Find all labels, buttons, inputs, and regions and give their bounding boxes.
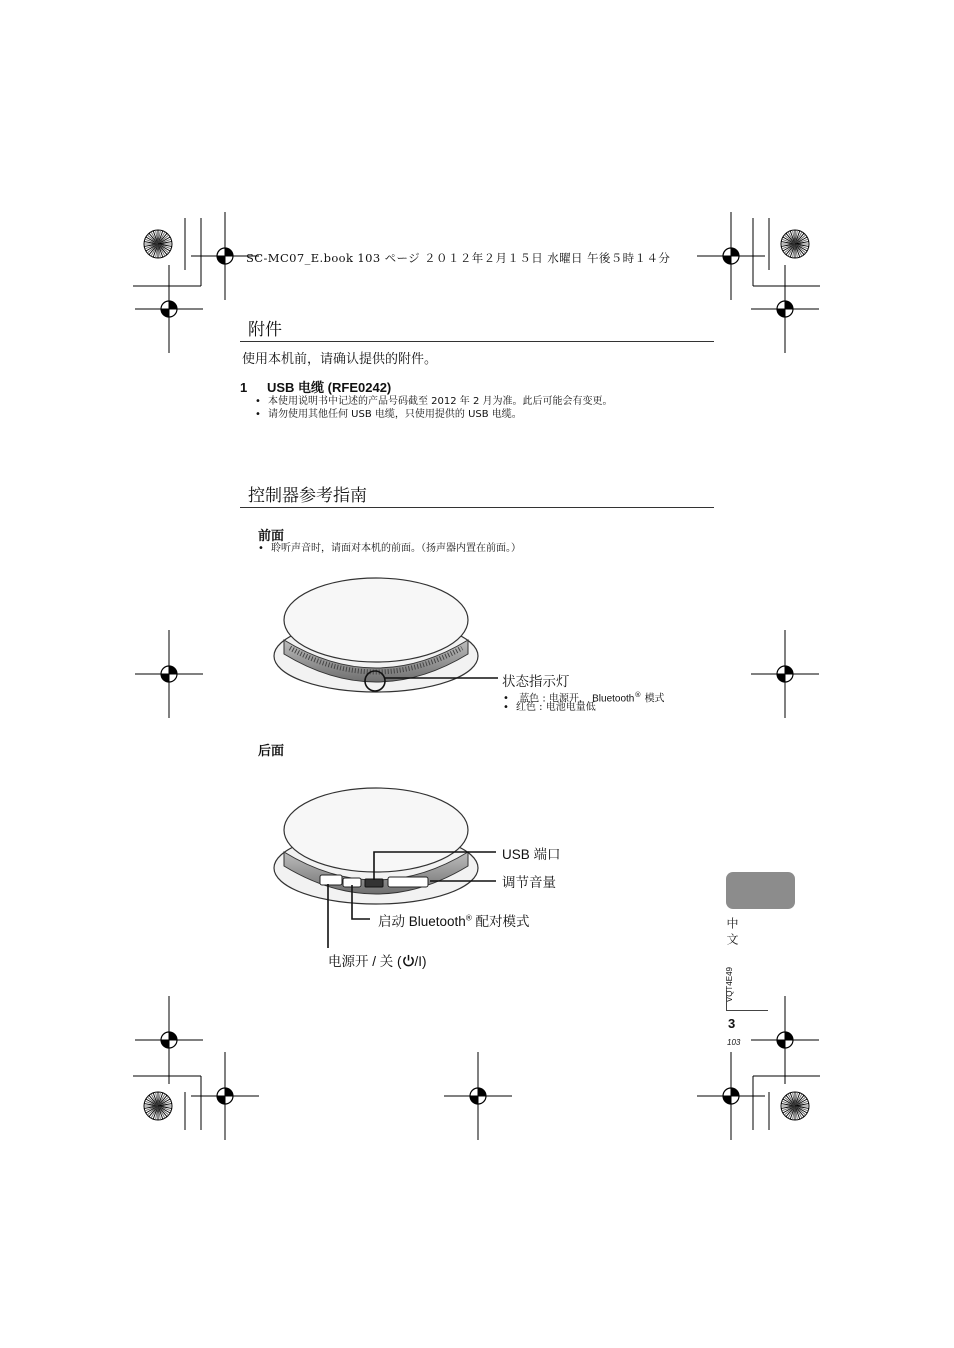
- page-divider: [726, 1010, 768, 1011]
- power-label: [328, 950, 427, 970]
- pairing-label: [378, 910, 529, 930]
- crosshair-mark-8: [191, 1052, 259, 1140]
- status-red: • 红色 : 电池电量低: [503, 702, 596, 714]
- registered-mark: ®: [465, 913, 472, 923]
- crosshair-mark-6: [135, 996, 203, 1084]
- crosshair-mark-2: [135, 265, 203, 353]
- document-code: VQT4E49: [725, 967, 734, 1003]
- item-title: USB 电缆 (RFE0242): [267, 380, 392, 395]
- pairing-brand: Bluetooth: [408, 914, 466, 929]
- pairing-prefix: 启动: [378, 914, 409, 929]
- crosshair-mark-4: [135, 630, 203, 718]
- speaker-rear-illustration: [270, 780, 510, 970]
- status-blue-prefix: 蓝色 : 电源开，: [519, 693, 589, 705]
- rear-heading: 后面: [258, 744, 285, 759]
- power-prefix: 电源开 / 关 (: [328, 954, 402, 969]
- controls-title: 控制器参考指南: [248, 486, 367, 506]
- front-heading: 前面: [258, 529, 285, 544]
- accessory-note-1: • 本使用说明书中记述的产品号码截至 2012 年 2 月为准。此后可能会有变更。: [255, 395, 613, 408]
- pairing-suffix: 配对模式: [475, 914, 530, 929]
- accessory-item: [240, 377, 391, 396]
- page-divider-vertical: [726, 990, 727, 1010]
- starburst-mark-3: [781, 1092, 809, 1120]
- crosshair-mark-5: [751, 630, 819, 718]
- front-note: • 聆听声音时，请面对本机的前面。（扬声器内置在前面。）: [258, 542, 521, 555]
- print-header: SC-MC07_E.book 103 ページ ２０１２年２月１５日 水曜日 午後５時１４分: [246, 251, 671, 265]
- starburst-mark-0: [144, 230, 172, 258]
- starburst-mark-2: [144, 1092, 172, 1120]
- starburst-mark-1: [781, 230, 809, 258]
- usb-port-label: USB 端口: [502, 847, 561, 862]
- speaker-front-illustration: [270, 570, 510, 700]
- accessories-intro: 使用本机前，请确认提供的附件。: [242, 352, 438, 367]
- crosshair-mark-9: [444, 1052, 512, 1140]
- status-indicator-label: 状态指示灯: [502, 674, 570, 689]
- accessory-note-2: • 请勿使用其他任何 USB 电缆，只使用提供的 USB 电缆。: [255, 408, 522, 421]
- volume-label: 调节音量: [502, 875, 556, 890]
- book-page-number: 103: [727, 1038, 741, 1047]
- accessories-title: 附件: [248, 320, 282, 340]
- crosshair-mark-10: [697, 1052, 765, 1140]
- crosshair-mark-1: [697, 212, 765, 300]
- status-blue-brand: Bluetooth: [592, 693, 635, 705]
- power-icon: [402, 954, 415, 967]
- page-number: 3: [728, 1016, 736, 1031]
- controls-rule: [240, 507, 714, 508]
- item-number: 1: [240, 380, 248, 395]
- language-tab: [726, 872, 795, 909]
- language-label: 中文: [725, 917, 739, 949]
- registered-mark: ®: [634, 691, 642, 699]
- power-suffix: /I): [414, 954, 427, 969]
- status-blue-suffix: 模式: [644, 693, 665, 705]
- crosshair-mark-3: [751, 265, 819, 353]
- accessories-rule: [240, 341, 714, 342]
